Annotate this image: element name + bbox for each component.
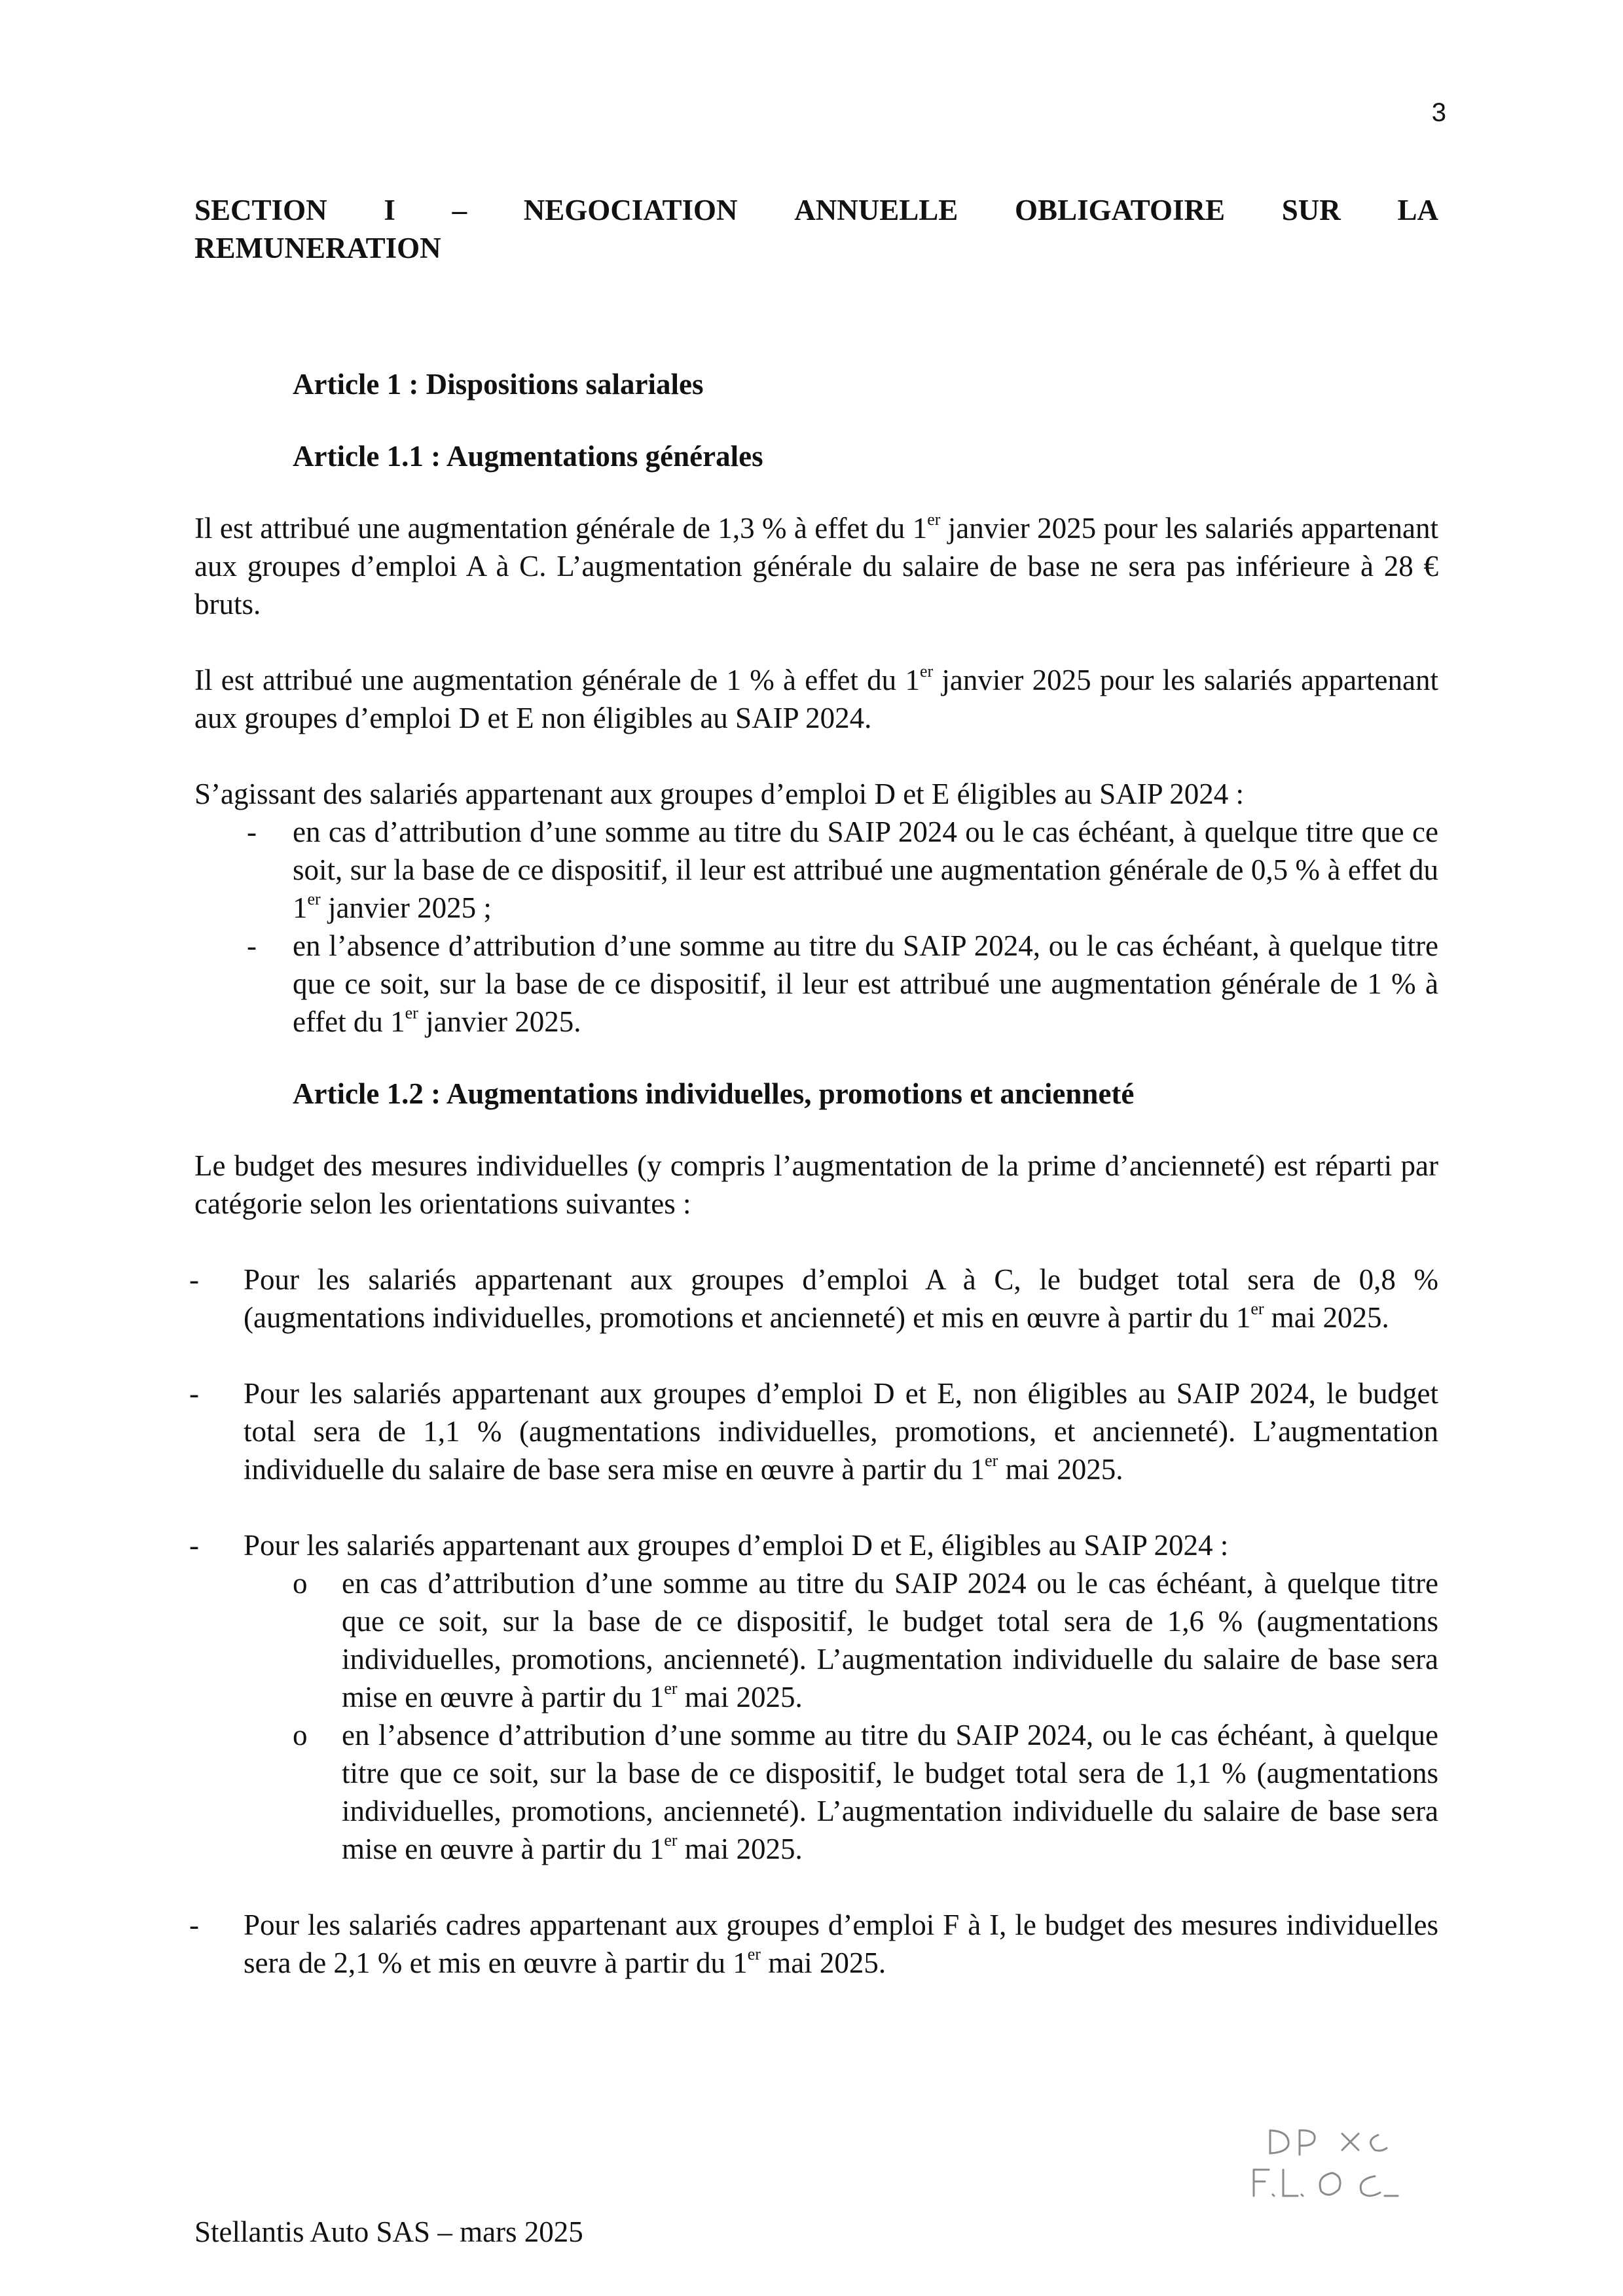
section-title-word: SECTION bbox=[194, 194, 327, 226]
section-title-line-2: REMUNERATION bbox=[194, 232, 441, 264]
article-1-heading: Article 1 : Dispositions salariales bbox=[293, 368, 704, 401]
list-item: - Pour les salariés appartenant aux groupes d’emploi D et E, non éligibles au SAIP 2024, le budget total sera de 1,1 % (augmentations individuelles, promotions, et ancienneté). L’augmentation individuelle du salaire de base sera mise en œuvre à partir du 1er mai 2025. bbox=[189, 1377, 1438, 1486]
sub-list-item: o en cas d’attribution d’une somme au titre du SAIP 2024 ou le cas échéant, à quelque titre que ce soit, sur la base de ce dispositif, le budget total sera de 1,6 % (augmentations individuelles, promotions, ancienneté). L’augmentation individuelle du salaire de base sera mise en œuvre à partir du 1er mai 2025. bbox=[293, 1567, 1438, 1713]
section-title-word: LA bbox=[1397, 194, 1438, 226]
section-title-line-1 bbox=[194, 191, 1438, 229]
article-1-1-heading: Article 1.1 : Augmentations générales bbox=[293, 440, 763, 473]
section-title bbox=[194, 191, 1438, 267]
saip-dash-list bbox=[194, 813, 1438, 1041]
footer-text: Stellantis Auto SAS – mars 2025 bbox=[194, 2215, 583, 2248]
paragraph-individual-budget-intro: Le budget des mesures individuelles (y compris l’augmentation de la prime d’ancienneté) est réparti par catégorie selon les orientations suivantes : bbox=[194, 1149, 1438, 1220]
page-number: 3 bbox=[1431, 98, 1446, 127]
list-item: - en cas d’attribution d’une somme au titre du SAIP 2024 ou le cas échéant, à quelque titre que ce soit, sur la base de ce dispositif, il leur est attribué une augmentation générale de 0,5 % à effet du 1er janvier 2025 ; bbox=[247, 816, 1438, 924]
paragraph-saip-intro: S’agissant des salariés appartenant aux groupes d’emploi D et E éligibles au SAIP 2024 : bbox=[194, 778, 1244, 810]
list-item: - Pour les salariés appartenant aux groupes d’emploi D et E, éligibles au SAIP 2024 : o en cas d’attribution d’une somme au titre du SAIP 2024 ou le cas échéant, à quelque titre que ce soit, sur la base de ce dispositif, le budget total sera de 1,6 % (augmentations individuelles, promotions, ancienneté). L’augmentation individuelle du salaire de base sera mise en œuvre à partir du 1er mai 2025. o en l’absence d’attribution d’une somme au titre du SAIP 2024, ou le cas échéant, à quelque titre que ce soit, sur la base de ce dispositif, le budget total sera de 1,1 % (augmentations individuelles, promotions, ancienneté). L’augmentation individuelle du salaire de base sera mise en œuvre à partir du 1er mai 2025. bbox=[194, 1526, 1438, 1868]
list-item: - Pour les salariés appartenant aux groupes d’emploi A à C, le budget total sera de 0,8 % (augmentations individuelles, promotions et ancienneté) et mis en œuvre à partir du 1er mai 2025. bbox=[189, 1263, 1438, 1334]
handwritten-initials bbox=[1244, 2114, 1440, 2212]
paragraph-general-increase-a-c: Il est attribué une augmentation générale de 1,3 % à effet du 1er janvier 2025 pour les salariés appartenant aux groupes d’emploi A à C. L’augmentation générale du salaire de base ne sera pas inférieure à 28 € bruts. bbox=[194, 510, 1438, 620]
section-title-word: – bbox=[452, 194, 467, 226]
section-title-word: I bbox=[384, 194, 395, 226]
section-title-word: OBLIGATOIRE bbox=[1015, 194, 1225, 226]
paragraph-general-increase-d-e: Il est attribué une augmentation générale de 1 % à effet du 1er janvier 2025 pour les salariés appartenant aux groupes d’emploi D et E non éligibles au SAIP 2024. bbox=[194, 662, 1438, 734]
individual-budget-list bbox=[189, 1261, 1438, 1982]
list-item: - Pour les salariés cadres appartenant aux groupes d’emploi F à I, le budget des mesures individuelles sera de 2,1 % et mis en œuvre à partir du 1er mai 2025. bbox=[189, 1909, 1438, 1979]
article-1-2-heading: Article 1.2 : Augmentations individuelles, promotions et ancienneté bbox=[293, 1077, 1135, 1110]
saip-sub-list bbox=[244, 1564, 1438, 1868]
section-title-word: ANNUELLE bbox=[794, 194, 958, 226]
section-title-word: SUR bbox=[1281, 194, 1341, 226]
list-item: - en l’absence d’attribution d’une somme au titre du SAIP 2024, ou le cas échéant, à quelque titre que ce soit, sur la base de ce dispositif, il leur est attribué une augmentation générale de 1 % à effet du 1er janvier 2025. bbox=[247, 929, 1438, 1038]
document-body bbox=[189, 191, 1438, 2020]
section-title-word: NEGOCIATION bbox=[523, 194, 738, 226]
sub-list-item: o en l’absence d’attribution d’une somme au titre du SAIP 2024, ou le cas échéant, à quelque titre que ce soit, sur la base de ce dispositif, le budget total sera de 1,1 % (augmentations individuelles, promotions, ancienneté). L’augmentation individuelle du salaire de base sera mise en œuvre à partir du 1er mai 2025. bbox=[293, 1719, 1438, 1865]
